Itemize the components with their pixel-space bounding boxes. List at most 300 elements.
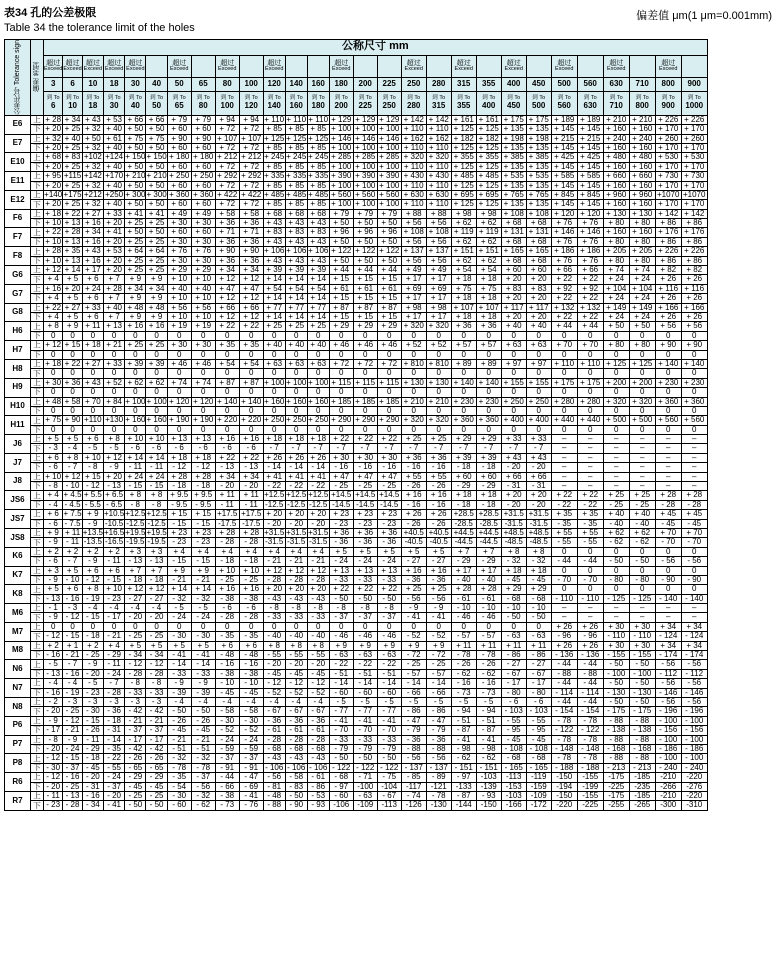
upper-value: +28.5 <box>451 510 476 519</box>
lower-value: -48.5 <box>501 538 526 547</box>
upper-value: + 10 <box>125 435 146 444</box>
lower-value: + 60 <box>167 181 191 190</box>
lower-value: 0 <box>681 331 707 340</box>
lower-value: + 100 <box>331 142 352 152</box>
upper-value: + 142 <box>401 115 426 124</box>
lower-value: 0 <box>353 369 377 378</box>
upper-value: + 320 <box>603 397 629 406</box>
upper-value: + 20 <box>501 491 526 500</box>
lower-value: + 100 <box>331 180 352 190</box>
lower-value: 0 <box>191 406 215 415</box>
upper-value: - 25 <box>125 791 146 800</box>
upper-value: + 100 <box>286 377 307 387</box>
lower-value: 0 <box>263 369 285 378</box>
lower-value: -104 <box>377 782 401 791</box>
lower-value: - 18 <box>146 575 167 584</box>
upper-value: + 58 <box>239 209 263 218</box>
upper-value: + 146 <box>379 133 400 143</box>
upper-value: - 87 <box>451 791 476 800</box>
lower-value: + 170 <box>655 200 681 209</box>
upper-value: - 4 <box>82 604 103 613</box>
lower-value: + 30 <box>167 219 191 228</box>
upper-value: + 250 <box>169 171 190 181</box>
col-header-to-6: 到 To 65 <box>167 92 191 116</box>
lower-value: -220 <box>551 801 577 810</box>
upper-value: + 560 <box>681 416 707 425</box>
upper-value: + 22 <box>329 585 353 594</box>
upper-value: - 100 <box>681 754 707 763</box>
upper-value: 0 <box>329 622 353 631</box>
lower-value: 0 <box>103 331 124 340</box>
upper-value: 0 <box>451 622 476 631</box>
upper-value: – <box>577 453 603 462</box>
lower-value: - 13 <box>215 463 239 472</box>
lower-value: - 41 <box>167 651 191 660</box>
upper-value: + 18 <box>451 491 476 500</box>
upper-value: + 300 <box>125 189 146 199</box>
lower-value: + 68 <box>526 219 551 228</box>
upper-value: - 16 <box>63 773 82 782</box>
upper-value: + 45 <box>681 510 707 519</box>
upper-value: - 5 <box>476 698 501 707</box>
upper-value: + 30 <box>629 641 655 650</box>
upper-value: + 4.5 <box>63 490 82 500</box>
lower-value: - 36 <box>401 575 426 584</box>
upper-value: + 43 <box>82 247 103 256</box>
upper-value: + 226 <box>655 247 681 256</box>
lower-value: 0 <box>603 350 629 359</box>
upper-value: + 40 <box>307 341 329 350</box>
upper-value: +17.5 <box>217 509 238 519</box>
lower-value: + 10 <box>45 255 62 265</box>
upper-value: - 88 <box>603 754 629 763</box>
lower-value: + 25 <box>146 237 167 246</box>
upper-value: + 16 <box>239 435 263 444</box>
lower-value: + 85 <box>307 162 329 171</box>
upper-deviation-label: 上 <box>31 735 44 744</box>
upper-value: - 14 <box>167 660 191 669</box>
lower-value: - 33 <box>146 688 167 697</box>
upper-value: - 78 <box>551 716 577 725</box>
col-header-exceed-20: 超过 Exceed <box>501 55 526 77</box>
lower-value: - 73 <box>451 688 476 697</box>
lower-value: - 63 <box>329 651 353 660</box>
lower-value: 0 <box>82 331 103 340</box>
lower-value: + 125 <box>476 181 501 190</box>
lower-value: - 125 <box>603 594 629 603</box>
upper-value: + 12 <box>263 566 285 575</box>
upper-value: + 49 <box>167 209 191 218</box>
upper-value: + 150 <box>125 152 146 162</box>
upper-deviation-label: 上 <box>31 378 44 387</box>
upper-value: - 8 <box>377 604 401 613</box>
upper-value: + 83 <box>64 152 81 162</box>
upper-value: + 2 <box>44 547 63 556</box>
lower-value: + 86 <box>655 237 681 246</box>
upper-value: + 162 <box>426 134 451 143</box>
upper-value: + 90 <box>239 247 263 256</box>
upper-value: - 4 <box>239 698 263 707</box>
lower-value: - 31 <box>501 482 526 491</box>
upper-value: - 26 <box>146 754 167 763</box>
lower-value: - 30 <box>82 707 103 716</box>
upper-value: +212 <box>83 189 102 199</box>
upper-value: +1070 <box>656 189 680 199</box>
upper-value: + 9 <box>191 566 215 575</box>
upper-value: - 8 <box>125 679 146 688</box>
lower-value: + 170 <box>681 162 707 171</box>
lower-value: - 18 <box>125 575 146 584</box>
upper-value: - 33 <box>353 735 377 744</box>
col-header-exceed-0: 超过 Exceed <box>44 55 63 77</box>
upper-value: -150 <box>551 773 577 782</box>
upper-value: - 10 <box>215 679 239 688</box>
upper-value: - 14 <box>103 735 124 744</box>
upper-value: + 87 <box>353 303 377 312</box>
lower-value: + 125 <box>451 200 476 209</box>
upper-value: + 66 <box>125 115 146 124</box>
upper-value: 0 <box>82 622 103 631</box>
upper-value: + 30 <box>45 377 62 387</box>
lower-value: - 50 <box>167 707 191 716</box>
upper-value: + 18 <box>501 566 526 575</box>
lower-value: - 11 <box>215 500 239 509</box>
lower-deviation-label: 下 <box>31 350 44 359</box>
header-span-row <box>5 39 708 55</box>
upper-value: + 17 <box>82 266 103 275</box>
upper-value: + 50 <box>603 322 629 331</box>
lower-value: - 106 <box>287 762 306 772</box>
lower-value: -40.5 <box>426 538 451 547</box>
lower-value: - 240 <box>681 763 707 772</box>
lower-value: -12.5 <box>309 499 328 509</box>
lower-value: + 135 <box>526 181 551 190</box>
lower-value: - 80 <box>629 575 655 584</box>
lower-value: - 7 <box>285 444 307 453</box>
col-header-exceed-22: 超过 Exceed <box>551 55 577 77</box>
upper-value: - 16 <box>476 679 501 688</box>
lower-value: + 5 <box>63 275 82 284</box>
upper-value: - 8 <box>146 679 167 688</box>
upper-value: + 106 <box>264 246 285 256</box>
upper-value: + 44 <box>353 266 377 275</box>
upper-value: + 28 <box>215 528 239 537</box>
lower-value: + 160 <box>603 143 629 152</box>
lower-deviation-label: 下 <box>31 444 44 453</box>
lower-value: - 16 <box>426 463 451 472</box>
upper-value: + 79 <box>191 115 215 124</box>
lower-value: - 23 <box>377 519 401 528</box>
upper-value: + 55 <box>426 472 451 481</box>
table-row <box>5 369 708 378</box>
lower-value: -106 <box>329 801 353 810</box>
lower-value: -16.5 <box>104 537 124 547</box>
lower-value: + 14 <box>263 294 285 303</box>
upper-value: + 28 <box>191 472 215 481</box>
lower-value: 0 <box>501 388 526 397</box>
lower-value: 0 <box>401 369 426 378</box>
lower-value: + 60 <box>191 125 215 134</box>
upper-value: + 100 <box>308 377 329 387</box>
lower-value: - 33 <box>329 575 353 584</box>
upper-value: - 6 <box>501 698 526 707</box>
upper-value: - 97 <box>451 773 476 782</box>
lower-value: 0 <box>655 388 681 397</box>
upper-value: - 10 <box>501 604 526 613</box>
lower-value: - 68 <box>526 594 551 603</box>
upper-value: + 96 <box>329 228 353 237</box>
upper-value: + 500 <box>629 416 655 425</box>
upper-value: -220 <box>681 791 707 800</box>
upper-value: + 72 <box>329 359 353 368</box>
lower-value: - 9 <box>103 463 124 472</box>
lower-value: + 86 <box>681 237 707 246</box>
lower-value: - 50 <box>353 594 377 603</box>
lower-value: - 28 <box>285 575 307 584</box>
upper-value: + 104 <box>629 284 655 293</box>
upper-value: +14.5 <box>355 490 376 500</box>
lower-value: - 37 <box>125 726 146 735</box>
lower-value: + 16 <box>82 256 103 265</box>
col-header-from-20: 400 <box>501 77 526 92</box>
lower-value: + 20 <box>45 199 62 209</box>
lower-value: – <box>681 444 707 453</box>
upper-value: + 15 <box>82 472 103 481</box>
upper-value: - 55 <box>526 716 551 725</box>
upper-value: – <box>681 472 707 481</box>
upper-value: - 68 <box>329 773 353 782</box>
upper-value: + 125 <box>286 133 307 143</box>
upper-value: + 155 <box>526 378 551 387</box>
upper-value: + 190 <box>169 415 190 425</box>
upper-value: 0 <box>681 585 707 594</box>
lower-value: + 100 <box>379 199 400 209</box>
lower-value: + 25 <box>125 237 146 246</box>
lower-value: - 78 <box>451 651 476 660</box>
upper-value: - 48 <box>263 791 285 800</box>
lower-value: -12.5 <box>147 518 166 528</box>
lower-value: - 11 <box>125 463 146 472</box>
upper-value: - 12 <box>146 660 167 669</box>
upper-value: + 87 <box>377 303 401 312</box>
lower-value: - 46 <box>476 613 501 622</box>
upper-value: + 48 <box>125 303 146 312</box>
upper-value: - 9 <box>401 604 426 613</box>
col-header-from-1: 6 <box>63 77 82 92</box>
lower-value: + 72 <box>239 162 263 171</box>
upper-value: + 66 <box>146 115 167 124</box>
col-header-to-27: 到 To 1000 <box>681 92 707 116</box>
upper-value: - 6 <box>526 698 551 707</box>
upper-value: - 37 <box>215 754 239 763</box>
lower-value: + 145 <box>551 143 577 152</box>
lower-value: - 50 <box>329 594 353 603</box>
upper-value: + 49 <box>401 266 426 275</box>
lower-value: 0 <box>655 350 681 359</box>
lower-value: - 175 <box>603 707 629 716</box>
upper-value: + 110 <box>551 359 577 368</box>
lower-value: + 6 <box>82 294 103 303</box>
upper-value: - 44 <box>577 698 603 707</box>
upper-value: + 26 <box>551 622 577 631</box>
upper-value: - 43 <box>263 754 285 763</box>
lower-value: - 20 <box>82 669 103 678</box>
lower-value: 0 <box>603 331 629 340</box>
upper-value: 0 <box>307 622 329 631</box>
tolerance-sign: E7 <box>5 134 31 153</box>
lower-value: + 18 <box>451 294 476 303</box>
upper-value: - 24 <box>103 773 124 782</box>
lower-value: -172 <box>526 801 551 810</box>
lower-value: + 17 <box>401 275 426 284</box>
lower-value: 0 <box>476 388 501 397</box>
col-header-to-9: 到 To 120 <box>239 92 263 116</box>
lower-value: 0 <box>551 331 577 340</box>
upper-deviation-label: 上 <box>31 115 44 124</box>
upper-value: + 21 <box>103 341 124 350</box>
corner-label-rot: 公差代号 Tolerance sign <box>13 39 21 115</box>
lower-value: + 43 <box>307 219 329 228</box>
lower-value: -225 <box>603 782 629 791</box>
lower-value: – <box>681 613 707 622</box>
lower-value: - 43 <box>285 594 307 603</box>
col-header-exceed-17 <box>426 55 451 77</box>
upper-value: - 100 <box>655 754 681 763</box>
upper-value: + 18 <box>167 453 191 462</box>
upper-value: - 5 <box>451 698 476 707</box>
col-header-from-21: 450 <box>526 77 551 92</box>
upper-value: + 9.5 <box>191 491 215 500</box>
lower-value: - 7 <box>451 444 476 453</box>
upper-value: - 5 <box>44 660 63 669</box>
upper-value: -113 <box>501 773 526 782</box>
upper-value: + 40 <box>501 322 526 331</box>
lower-value: -40.5 <box>401 538 426 547</box>
lower-value: - 25 <box>629 500 655 509</box>
upper-value: + 11 <box>82 322 103 331</box>
lower-value: - 196 <box>681 707 707 716</box>
upper-value: + 390 <box>379 171 400 181</box>
lower-value: + 125 <box>476 143 501 152</box>
lower-value: + 135 <box>501 162 526 171</box>
lower-value: - 24 <box>63 744 82 753</box>
col-header-to-11: 到 To 160 <box>285 92 307 116</box>
upper-value: - 44 <box>577 679 603 688</box>
lower-value: + 15 <box>329 312 353 321</box>
lower-value: - 90 <box>285 801 307 810</box>
upper-value: + 6 <box>103 566 124 575</box>
lower-value: - 18 <box>82 632 103 641</box>
lower-value: + 160 <box>629 200 655 209</box>
lower-value: -31.5 <box>309 537 328 547</box>
lower-value: + 17 <box>401 312 426 321</box>
upper-value: + 422 <box>217 189 238 199</box>
lower-value: + 50 <box>125 143 146 152</box>
lower-value: 0 <box>125 331 146 340</box>
upper-deviation-label: 上 <box>31 754 44 763</box>
upper-value: – <box>681 604 707 613</box>
upper-value: + 56 <box>681 322 707 331</box>
upper-value: + 66 <box>551 266 577 275</box>
upper-value: +19.5 <box>125 527 146 537</box>
lower-value: - 16 <box>44 651 63 660</box>
upper-value: + 26 <box>551 641 577 650</box>
lower-value: - 17 <box>44 726 63 735</box>
upper-value: + 320 <box>426 153 451 162</box>
upper-value: - 10 <box>239 679 263 688</box>
upper-value: + 166 <box>655 303 681 312</box>
lower-deviation-label: 下 <box>31 669 44 678</box>
upper-value: 0 <box>577 547 603 556</box>
upper-value: + 200 <box>603 378 629 387</box>
lower-value: + 85 <box>307 125 329 134</box>
lower-value: + 170 <box>681 181 707 190</box>
upper-value: 0 <box>239 622 263 631</box>
upper-value: + 54 <box>239 359 263 368</box>
upper-value: - 18 <box>82 754 103 763</box>
upper-value: +40.5 <box>426 528 451 537</box>
upper-value: + 30 <box>353 453 377 462</box>
lower-value: – <box>603 482 629 491</box>
lower-value: 0 <box>146 350 167 359</box>
lower-value: - 40 <box>603 519 629 528</box>
upper-value: + 12 <box>45 265 62 275</box>
titles <box>4 6 195 36</box>
upper-value: + 5 <box>191 641 215 650</box>
upper-value: + 22 <box>45 227 62 237</box>
upper-value: +31.5 <box>264 527 285 537</box>
lower-value: + 43 <box>285 237 307 246</box>
upper-value: + 90 <box>167 134 191 143</box>
upper-value: - 12 <box>63 716 82 725</box>
lower-value: 0 <box>239 331 263 340</box>
upper-value: + 8 <box>263 641 285 650</box>
upper-value: + 226 <box>681 247 707 256</box>
lower-value: - 78 <box>191 763 215 772</box>
lower-deviation-label: 下 <box>31 613 44 622</box>
lower-value: - 108 <box>526 744 551 753</box>
lower-value: + 110 <box>401 181 426 190</box>
upper-value: + 108 <box>401 228 426 237</box>
lower-value: 0 <box>215 388 239 397</box>
lower-value: - 61 <box>285 726 307 735</box>
lower-value: + 12 <box>215 275 239 284</box>
lower-value: + 25 <box>146 256 167 265</box>
lower-value: - 68 <box>285 744 307 753</box>
upper-value: + 430 <box>401 172 426 181</box>
upper-value: +17.5 <box>241 509 262 519</box>
lower-value: + 110 <box>401 200 426 209</box>
upper-value: - 25 <box>426 660 451 669</box>
upper-value: + 810 <box>401 359 426 368</box>
lower-value: - 48 <box>215 651 239 660</box>
upper-value: - 85 <box>401 773 426 782</box>
lower-value: + 13 <box>64 218 81 228</box>
lower-value: + 22 <box>551 294 577 303</box>
upper-value: - 17 <box>526 679 551 688</box>
lower-value: - 32 <box>526 557 551 566</box>
lower-value: - 22 <box>551 500 577 509</box>
upper-value: + 6 <box>82 435 103 444</box>
lower-value: - 33 <box>377 575 401 584</box>
lower-value: + 110 <box>401 143 426 152</box>
lower-deviation-label: 下 <box>31 557 44 566</box>
lower-value: 0 <box>401 331 426 340</box>
lower-value: + 145 <box>551 162 577 171</box>
upper-value: + 25 <box>146 341 167 350</box>
lower-value: - 88 <box>401 744 426 753</box>
lower-value: - 16 <box>329 463 353 472</box>
